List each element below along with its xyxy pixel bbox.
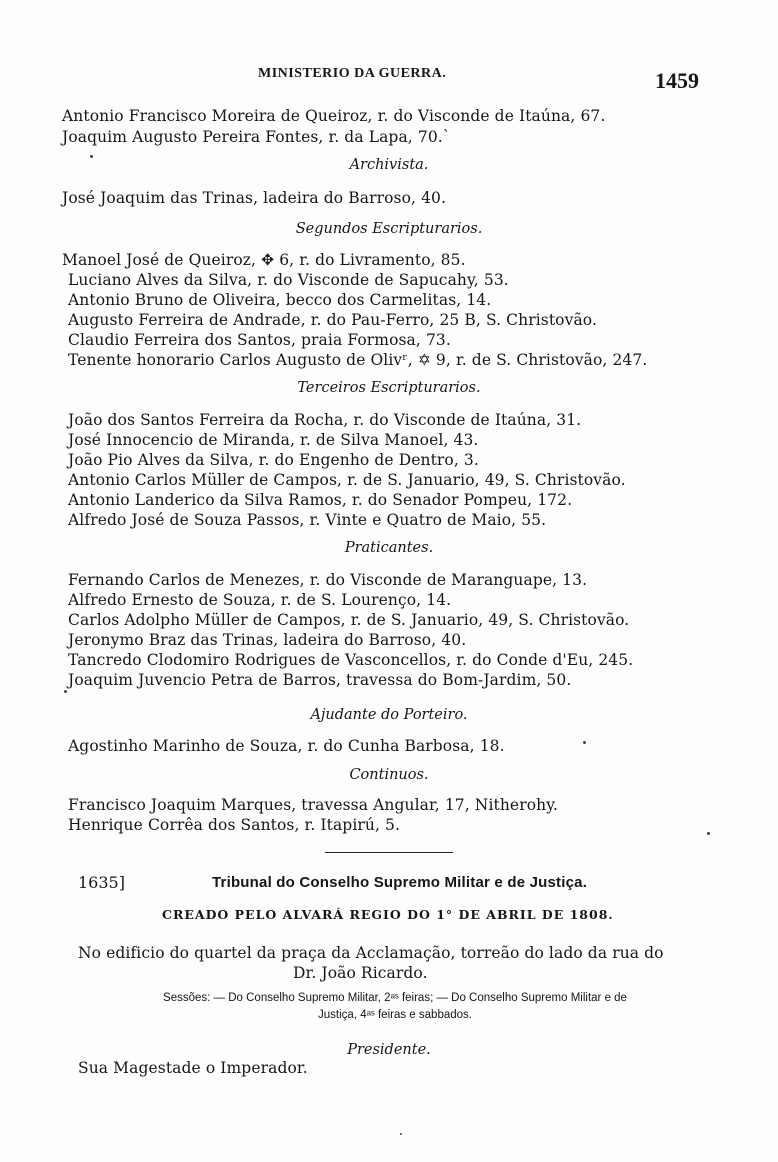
section-heading-ajudante: Ajudante do Porteiro.	[310, 707, 468, 723]
section-heading-presidente: Presidente.	[347, 1042, 431, 1058]
page-number: 1459	[655, 68, 699, 93]
entry-line: João Pio Alves da Silva, r. do Engenho de Dentro, 3.	[68, 451, 479, 469]
entry-line: Alfredo Ernesto de Souza, r. de S. Lourenço, 14.	[68, 591, 452, 609]
entry-line: Antonio Landerico da Silva Ramos, r. do Senador Pompeu, 172.	[68, 491, 573, 509]
location-line: No edificio do quartel da praça da Acclamação, torreão do lado da rua do	[78, 944, 664, 962]
print-speck	[400, 1133, 402, 1135]
section-heading-archivista: Archivista.	[349, 157, 429, 173]
entry-line: Antonio Francisco Moreira de Queiroz, r. do Visconde de Itaúna, 67.	[62, 107, 606, 125]
print-speck	[583, 741, 586, 744]
entry-line: Tenente honorario Carlos Augusto de Olivʳ, ✡ 9, r. de S. Christovão, 247.	[68, 351, 648, 369]
entry-line: Jeronymo Braz das Trinas, ladeira do Barroso, 40.	[68, 631, 467, 649]
entry-line: Manoel José de Queiroz, ✥ 6, r. do Livramento, 85.	[62, 251, 466, 269]
sessions-line: Justiça, 4ᵃˢ feiras e sabbados.	[318, 1009, 472, 1021]
section-heading-segundos: Segundos Escripturarios.	[295, 221, 483, 237]
section-heading-praticantes: Praticantes.	[344, 540, 434, 556]
entry-line: Henrique Corrêa dos Santos, r. Itapirú, 5.	[68, 816, 401, 834]
creation-note: CREADO PELO ALVARÁ REGIO DO 1° DE ABRIL DE 1808.	[162, 907, 614, 922]
section-divider	[325, 852, 453, 853]
section-number: 1635]	[78, 873, 125, 892]
entry-line: Augusto Ferreira de Andrade, r. do Pau-Ferro, 25 B, S. Christovão.	[68, 311, 597, 329]
entry-line: João dos Santos Ferreira da Rocha, r. do Visconde de Itaúna, 31.	[68, 411, 582, 429]
section-heading-terceiros: Terceiros Escripturarios.	[297, 380, 481, 396]
entry-line: Claudio Ferreira dos Santos, praia Formosa, 73.	[68, 331, 451, 349]
entry-line: Antonio Bruno de Oliveira, becco dos Carmelitas, 14.	[68, 291, 492, 309]
entry-line: Tancredo Clodomiro Rodrigues de Vasconcellos, r. do Conde d'Eu, 245.	[68, 651, 634, 669]
entry-line: Joaquim Juvencio Petra de Barros, travessa do Bom-Jardim, 50.	[68, 671, 572, 689]
sessions-note	[80, 990, 710, 1024]
entry-line: José Innocencio de Miranda, r. de Silva Manoel, 43.	[68, 431, 479, 449]
entry-line: Antonio Carlos Müller de Campos, r. de S. Januario, 49, S. Christovão.	[68, 471, 626, 489]
running-header-title: MINISTERIO DA GUERRA.	[258, 66, 447, 81]
section-title: Tribunal do Conselho Supremo Militar e de Justiça.	[212, 874, 588, 891]
sessions-line: Sessões: — Do Conselho Supremo Militar, 2ᵃˢ feiras; — Do Conselho Supremo Militar e de	[163, 992, 627, 1004]
entry-line: Joaquim Augusto Pereira Fontes, r. da Lapa, 70.`	[62, 128, 451, 146]
entry-line: Francisco Joaquim Marques, travessa Angular, 17, Nitherohy.	[68, 796, 559, 814]
print-speck	[707, 832, 710, 835]
entry-line: Fernando Carlos de Menezes, r. do Visconde de Maranguape, 13.	[68, 571, 588, 589]
entry-line: Sua Magestade o Imperador.	[78, 1059, 308, 1077]
section-heading-continuos: Continuos.	[349, 767, 429, 783]
print-speck	[64, 690, 67, 693]
entry-line: Alfredo José de Souza Passos, r. Vinte e Quatro de Maio, 55.	[68, 511, 547, 529]
print-speck	[90, 155, 93, 158]
entry-line: Luciano Alves da Silva, r. do Visconde de Sapucahy, 53.	[68, 271, 509, 289]
location-line: Dr. João Ricardo.	[293, 964, 428, 982]
entry-line: Agostinho Marinho de Souza, r. do Cunha Barbosa, 18.	[68, 737, 505, 755]
entry-line: Carlos Adolpho Müller de Campos, r. de S. Januario, 49, S. Christovão.	[68, 611, 630, 629]
entry-line: José Joaquim das Trinas, ladeira do Barroso, 40.	[62, 189, 447, 207]
